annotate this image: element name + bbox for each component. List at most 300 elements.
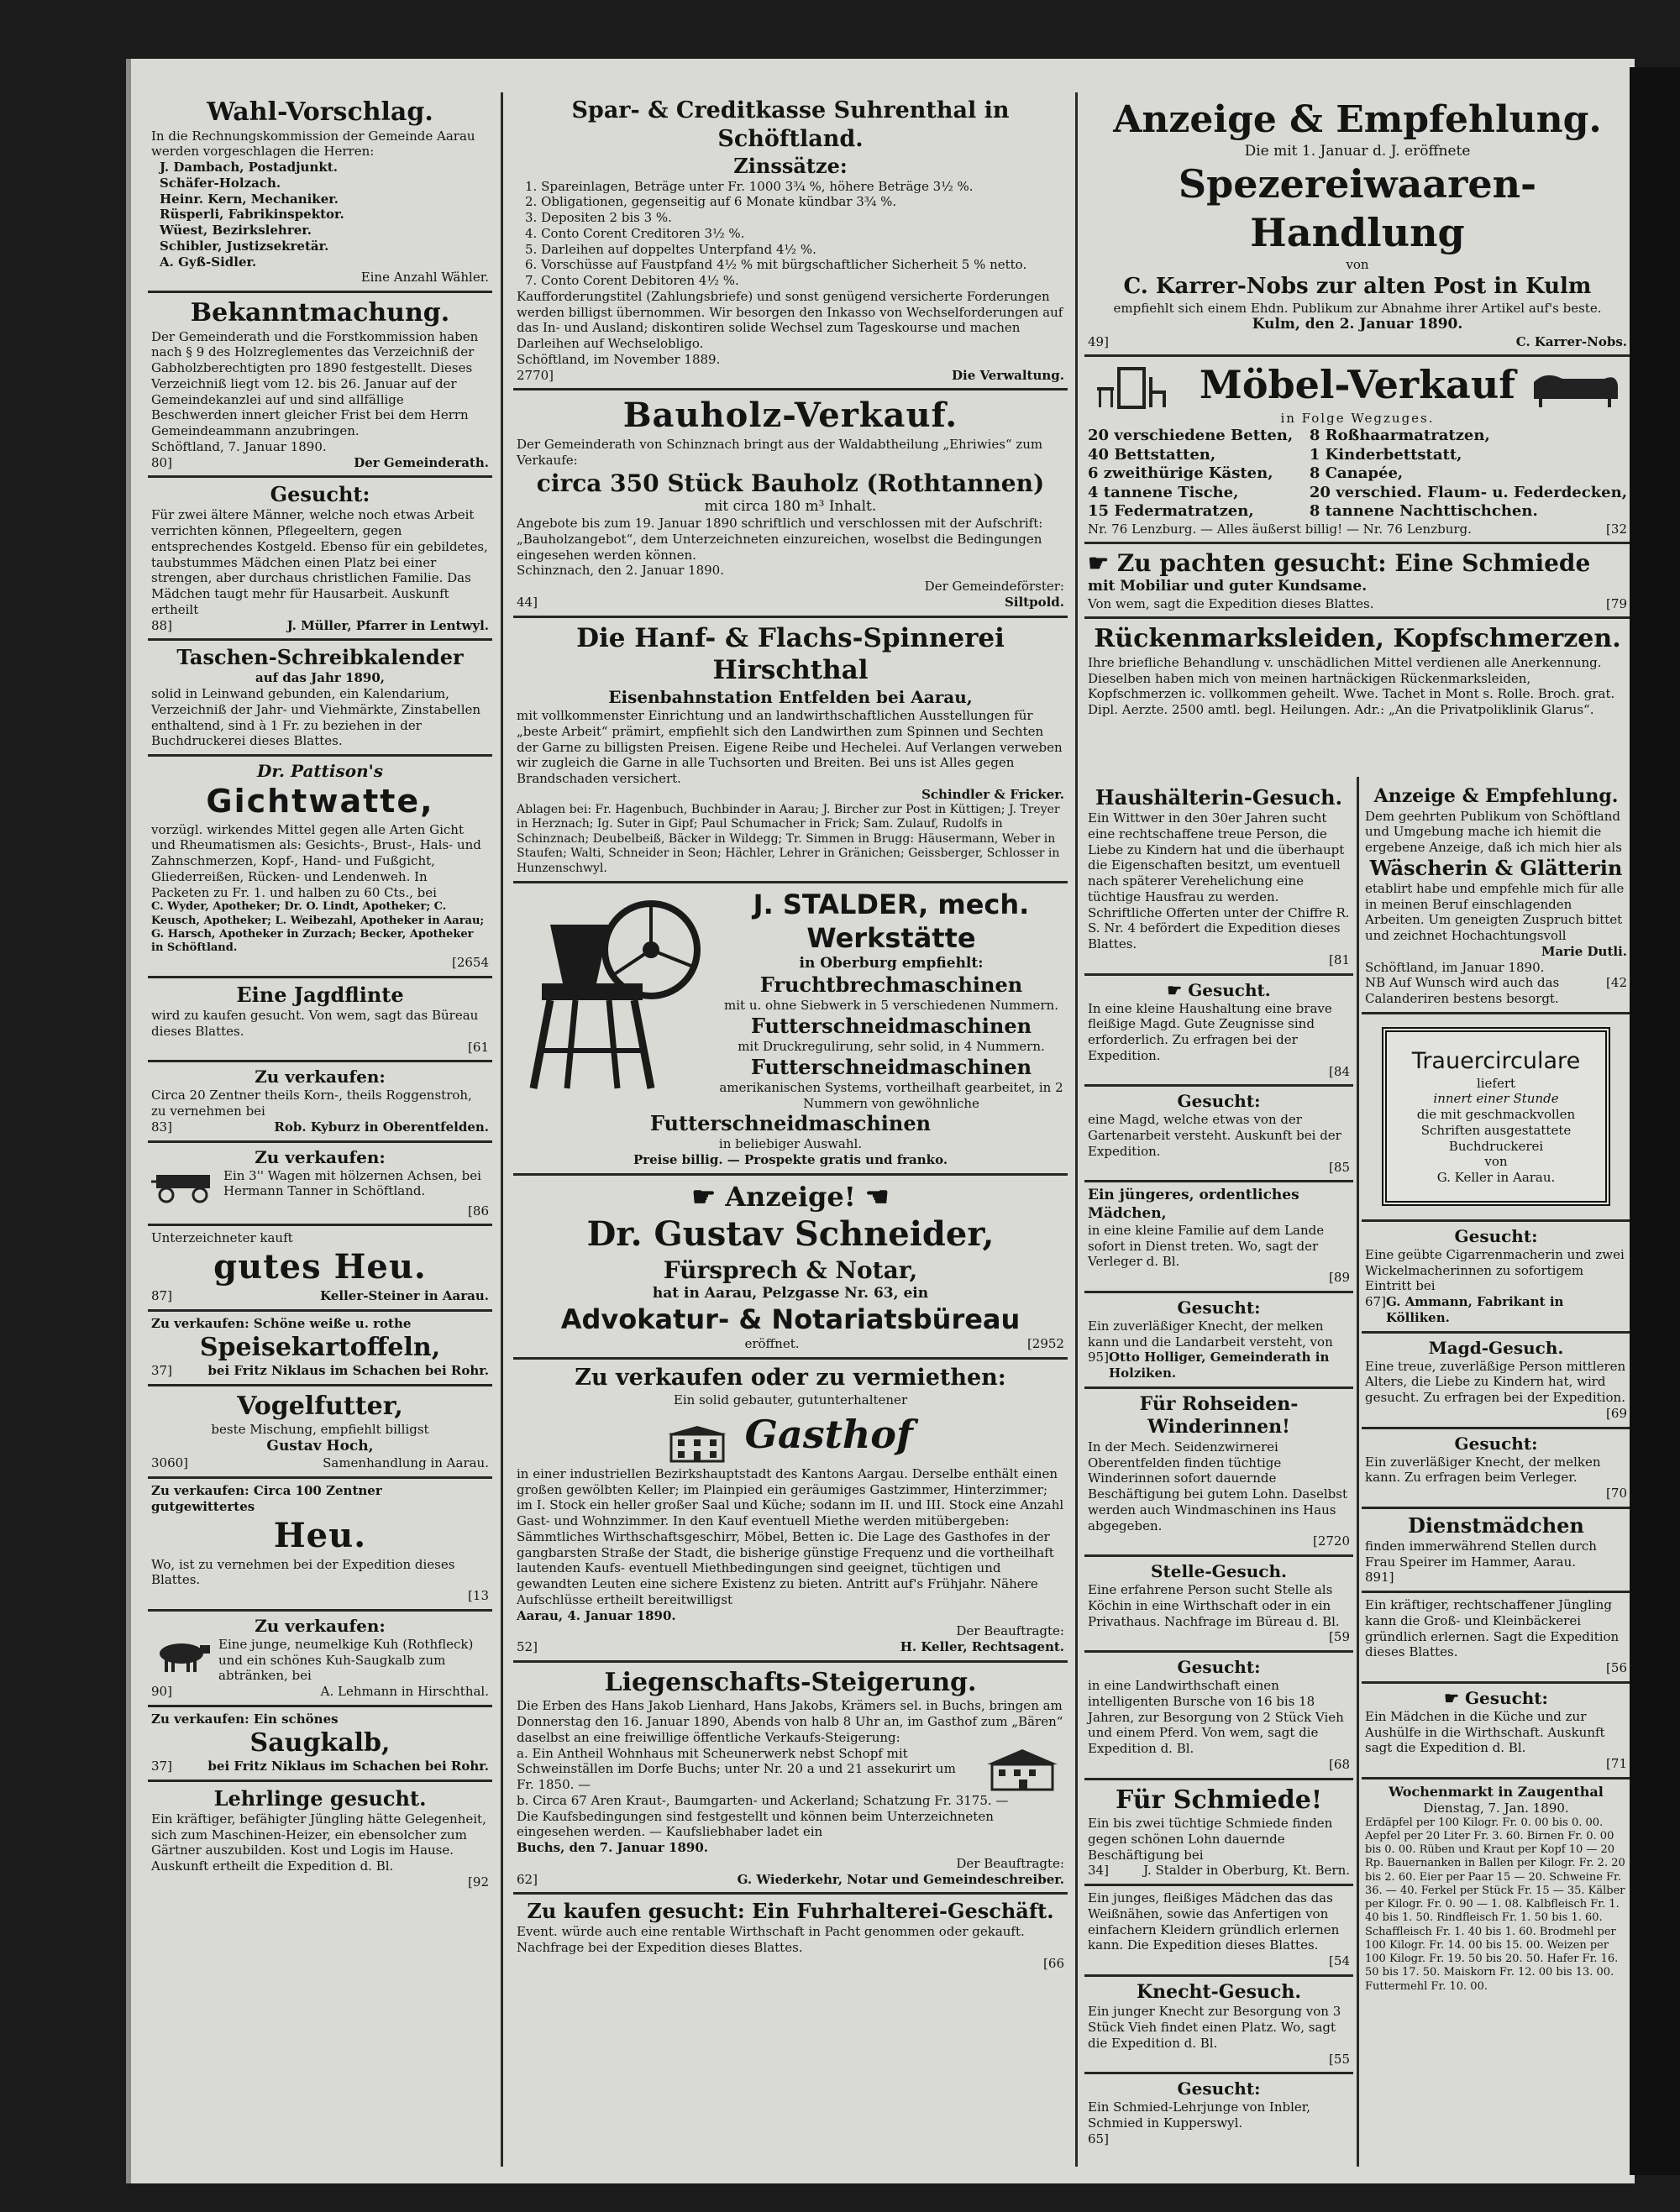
ad-bauholz: [513, 391, 1068, 617]
list-left: [1088, 427, 1293, 522]
ad-number: [68: [1329, 1756, 1350, 1772]
ad-text: Ein zuverläßiger Knecht, der melken kann. Zu erfragen beim Verleger.: [1365, 1454, 1601, 1486]
ad-title: Gesucht:: [270, 482, 370, 507]
ad-footer: Nr. 76 Lenzburg. — Alles äußerst billig! — Nr. 76 Lenzburg.: [1088, 521, 1472, 537]
ad-text: Ein junger Knecht zur Besorgung von 3 Stück Vieh findet einen Platz. Wo, sagt die Expedition d. Bl.: [1088, 2004, 1341, 2051]
list-item: Schibler, Justizsekretär.: [160, 238, 329, 254]
ad-maedchen: [1084, 1182, 1353, 1293]
ad-headline: Spezereiwaaren-Handlung: [1178, 161, 1537, 255]
ad-signature: Otto Holliger, Gemeinderath in Holziken.: [1108, 1350, 1330, 1381]
product-name: Fruchtbrechmaschinen: [759, 972, 1023, 998]
ad-bursche: [1084, 1653, 1353, 1780]
house-icon: [980, 1746, 1064, 1793]
ad-number: 90]: [151, 1684, 172, 1699]
ad-number: 3060]: [151, 1455, 189, 1471]
ad-title: [1365, 1688, 1627, 1709]
column-rule: [1357, 777, 1359, 2167]
ad-number: 83]: [151, 1119, 172, 1135]
ad-text: Eine junge, neumelkige Kuh (Rothfleck) und ein schönes Kuh-Saugkalb zum abtränken, bei: [218, 1636, 474, 1684]
ad-stelle-gesuch: [1084, 1557, 1353, 1653]
ad-text: in eine Landwirthschaft einen intelligenten Bursche von 16 bis 18 Jahren, zur Besorgung von 2 Stück Vieh und einem Pferd. Von wem, sagt die Expedition d. Bl.: [1088, 1678, 1344, 1756]
ad-text: Wo, ist zu vernehmen bei der Expedition dieses Blattes.: [151, 1556, 455, 1588]
ad-stroh: [148, 1062, 492, 1142]
list-item: 5. Darleihen auf doppeltes Unterpfand 4½ %.: [525, 241, 816, 257]
ad-role: Der Beauftragte:: [956, 1855, 1064, 1871]
ad-gutes-heu: [148, 1226, 492, 1312]
ad-signature: Siltpold.: [1004, 594, 1064, 610]
ad-text: die mit geschmackvollen Schriften ausgestattete Buchdruckerei: [1416, 1107, 1576, 1154]
list-item: 20 verschied. Flaum- u. Federdecken,: [1309, 483, 1627, 501]
ad-number: [66: [1043, 1955, 1064, 1971]
ad-title: Lehrlinge gesucht.: [213, 1785, 427, 1811]
pointing-hand-icon: ☛: [1167, 979, 1189, 1000]
ad-title: [1088, 980, 1350, 1001]
ad-title: Gesucht:: [1177, 1091, 1261, 1112]
ad-text: Ein kräftiger, rechtschaffener Jüngling kann die Groß- und Kleinbäckerei gründlich erlernen. Sagt die Expedition dieses Blattes.: [1365, 1597, 1620, 1660]
ad-title: Saugkalb,: [249, 1727, 391, 1758]
ad-trauercirculare: [1362, 1014, 1630, 1222]
ad-text: Ein junges, fleißiges Mädchen das das Weißnähen, sowie das Anfertigen von einfachern Kleidern gründlich erlernen kann. Die Expedition dieses Blattes.: [1088, 1890, 1340, 1953]
ad-number: 67]: [1365, 1294, 1386, 1309]
ad-text: Von wem, sagt die Expedition dieses Blattes.: [1088, 595, 1374, 611]
ad-title: Dienstmädchen: [1408, 1512, 1584, 1538]
ad-brand: Dr. Pattison's: [256, 761, 384, 781]
ad-title: Speisekartoffeln,: [199, 1332, 441, 1362]
list-item: 40 Bettstatten,: [1088, 445, 1216, 464]
column-1: [148, 92, 492, 1895]
ad-wochenmarkt: [1362, 1780, 1630, 1999]
ad-knecht-melken: [1084, 1293, 1353, 1389]
list-item: 8 Canapée,: [1309, 464, 1404, 482]
ad-lehrlinge: [148, 1782, 492, 1895]
ad-number: [70: [1606, 1486, 1627, 1501]
ad-text: finden immerwährend Stellen durch Frau Speirer im Hammer, Aarau.: [1365, 1538, 1597, 1570]
ad-anzeige: [517, 1180, 1064, 1213]
ad-text: Angebote bis zum 19. Januar 1890 schriftlich und verschlossen mit der Aufschrift: „Bauholzangebot“, dem Unterzeichneten einzureichen, woselbst die Bedingungen eingesehen werden können.: [517, 516, 1043, 563]
ad-number: [84: [1329, 1063, 1350, 1079]
list-item: 1 Kinderbettstatt,: [1309, 445, 1462, 464]
ad-place: Schinznach, den 2. Januar 1890.: [517, 563, 724, 579]
ad-title: Zu verkaufen:: [255, 1146, 386, 1167]
ad-text: Dem geehrten Publikum von Schöftland und Umgebung mache ich hiemit die ergebene Anzeige, daß ich mich hier als: [1365, 808, 1622, 855]
ad-title: Anzeige & Empfehlung.: [1113, 98, 1602, 141]
ad-number: [85: [1329, 1159, 1350, 1175]
ad-text: Eine erfahrene Person sucht Stelle als Köchin in eine Wirthschaft oder in ein Privathaus. Nachfrage im Büreau d. Bl.: [1088, 1582, 1340, 1629]
ad-note: NB Auf Wunsch wird auch das Calanderiren bestens besorgt.: [1365, 975, 1560, 1006]
ad-schneider-notar: [513, 1176, 1068, 1360]
ad-taschen-kalender: [148, 641, 492, 757]
ad-text: hat in Aarau, Pelzgasse Nr. 63, ein: [652, 1284, 929, 1302]
ad-number: [86: [468, 1203, 489, 1219]
ad-gichtwatte: [148, 757, 492, 978]
sofa-icon: [1529, 365, 1621, 411]
ad-number: [55: [1329, 2051, 1350, 2067]
ad-text: Zu verkaufen: Schöne weiße u. rothe: [151, 1315, 412, 1331]
pointing-hand-icon: ☚: [864, 1180, 890, 1213]
ad-title: Zu kaufen gesucht: Ein Fuhrhalterei-Geschäft.: [527, 1899, 1054, 1924]
ad-number: 65]: [1088, 2131, 1109, 2146]
ad-title: Haushälterin-Gesuch.: [1095, 785, 1342, 810]
boxed-notice: [1382, 1027, 1610, 1206]
ad-cigarrenmacherin: [1362, 1222, 1630, 1334]
list-item: 7. Conto Corent Debitoren 4½ %.: [525, 273, 739, 288]
ad-number: [92: [468, 1874, 489, 1890]
ad-text: Der Gemeinderath und die Forstkommission haben nach § 9 des Holzreglementes das Verzeichniß der Gabholzberechtigten pro 1890 festgestellt. Dieses Verzeichniß liegt vom 12. bis 26. Januar auf der Gemeindekanzlei auf und sind allfällige Beschwerden innert gleicher Frist bei dem Herrn Gemeindeammann anzubringen.: [151, 328, 479, 438]
ad-number: 87]: [151, 1288, 172, 1303]
rate-list: [517, 179, 1064, 289]
ad-text: Ein bis zwei tüchtige Schmiede finden gegen schönen Lohn dauernde Beschäftigung bei: [1088, 1816, 1333, 1863]
ad-text: Circa 20 Zentner theils Korn-, theils Roggenstroh, zu vernehmen bei: [151, 1088, 472, 1119]
ad-text: beste Mischung, empfiehlt billigst: [211, 1422, 429, 1438]
list-item: 15 Federmatratzen,: [1088, 502, 1254, 520]
ad-number: 88]: [151, 617, 172, 633]
ad-text: Erdäpfel per 100 Kilogr. Fr. 0. 00 bis 0. 00. Aepfel per 20 Liter Fr. 3. 60. Birnen Fr. 0. 00 bis 0. 00. Rüben und Kraut per Kopf 10 — 20 Rp. Bauernanken in Ballen per Kilogr. Fr. 2. 20 bis 2. 60. Eier per Paar 15 — 20. Schweine Fr. 36. — 40. Ferkel per Stück Fr. 15 — 35. Kälber per Kilogr. Fr. 0. 90 — 1. 08. Kalbfleisch Fr. 1. 40 bis 1. 50. Rindfleisch Fr. 1. 50 bis 1. 60. Schaffleisch Fr. 1. 40 bis 1. 60. Brodmehl per 100 Kilogr. Fr. 14. 00 bis 15. 00. Weizen per 100 Kilogr. Fr. 19. 50 bis 20. 50. Hafer Fr. 16. 50 bis 17. 50. Maiskorn Fr. 12. 00 bis 13. 00. Futtermehl Fr. 10. 00.: [1365, 1816, 1625, 1993]
ad-number: [2654: [451, 955, 489, 971]
ad-subtitle: in Oberburg empfiehlt:: [799, 955, 984, 972]
ad-label: Anzeige!: [725, 1180, 856, 1213]
ad-number: [42: [1606, 975, 1627, 991]
ad-signature: G. Keller in Aarau.: [1436, 1170, 1556, 1185]
ad-haushaelterin: [1084, 781, 1353, 976]
list-item: Heinr. Kern, Mechaniker.: [160, 191, 339, 207]
ad-magd-garten: [1084, 1087, 1353, 1182]
column-3-4-top: [1084, 92, 1630, 723]
ad-text: Ein zuverläßiger Knecht, der melken kann und die Landarbeit versteht, von: [1088, 1318, 1333, 1350]
ad-wagen: [148, 1143, 492, 1227]
ad-jagdflinte: [148, 978, 492, 1062]
ad-signature: H. Keller, Rechtsagent.: [900, 1639, 1064, 1654]
ad-footer: Preise billig. — Prospekte gratis und franko.: [633, 1152, 948, 1167]
ad-place: Schöftland, im Januar 1890.: [1365, 959, 1545, 975]
ad-title: Wochenmarkt in Zaugenthal: [1389, 1783, 1604, 1800]
ad-title: Wahl-Vorschlag.: [207, 97, 433, 127]
ad-text: In eine kleine Haushaltung eine brave fleißige Magd. Gute Zeugnisse sind erforderlich. Zu erfragen bei der Expedition.: [1088, 1000, 1332, 1063]
ad-title: Heu.: [273, 1515, 367, 1555]
column-4: [1362, 781, 1630, 1999]
ad-text: von: [1346, 257, 1369, 273]
ad-title: J. STALDER, mech. Werkstätte: [753, 888, 1030, 954]
ad-title: Anzeige & Empfehlung.: [1373, 785, 1619, 807]
ad-subtitle: Eisenbahnstation Entfelden bei Aarau,: [608, 687, 973, 707]
list-item: J. Dambach, Postadjunkt.: [160, 160, 338, 175]
ad-title: Trauercirculare: [1411, 1047, 1581, 1074]
list-item: Wüest, Bezirkslehrer.: [160, 223, 312, 238]
ad-text: etablirt habe und empfehle mich für alle in meinen Beruf einschlagenden Arbeiten. Um geneigten Zuspruch bittet und zeichnet Hochachtungsvoll: [1365, 880, 1625, 943]
ad-dealers: C. Wyder, Apotheker; Dr. O. Lindt, Apotheker; C. Keusch, Apotheker; L. Weibezahl, Apotheker in Aarau; G. Harsch, Apotheker in Zurzach; Becker, Apotheker in Schöftland.: [151, 900, 485, 954]
list-item: Rüsperli, Fabrikinspektor.: [160, 207, 344, 223]
pointing-hand-icon: ☛: [691, 1180, 717, 1213]
ad-text: Für zwei ältere Männer, welche noch etwas Arbeit verrichten können, Pflegeeltern, gegen entsprechendes Kostgeld. Ebenso für ein gebildetes, taubstummes Mädchen einen Platz bei einer strengen, aber durchaus christlichen Familie. Das Mädchen taugt mehr für Hausarbeit. Auskunft ertheilt: [151, 507, 488, 617]
ad-number: 80]: [151, 454, 172, 470]
ad-bekanntmachung: [148, 293, 492, 478]
pointing-hand-icon: ☛: [1444, 1687, 1465, 1708]
ad-headline: Wäscherin & Glätterin: [1369, 855, 1623, 880]
product-name: Futterschneidmaschinen: [649, 1111, 932, 1136]
list-item: 4 tannene Tische,: [1088, 483, 1239, 501]
ad-place: Kulm, den 2. Januar 1890.: [1252, 316, 1463, 333]
ad-title: Gesucht:: [1177, 1297, 1261, 1318]
threshing-machine-illustration: [517, 891, 710, 1093]
ad-place: Buchs, den 7. Januar 1890.: [517, 1840, 708, 1855]
ad-text: Zu verkaufen: Ein schönes: [151, 1711, 339, 1727]
ad-text: Ein kräftiger, befähigter Jüngling hätte Gelegenheit, sich zum Maschinen-Heizer, ein ebensolcher zum Gärtner auszubilden. Kost und Logis im Hause. Auskunft ertheilt die Expedition d. Bl.: [151, 1811, 486, 1874]
ad-number: 52]: [517, 1639, 538, 1654]
ad-title: Zu pachten gesucht: Eine Schmiede: [1116, 549, 1591, 578]
list-item: 6 zweithürige Kästen,: [1088, 464, 1273, 482]
pointing-hand-icon: ☛: [1088, 549, 1110, 578]
ad-text: Event. würde auch eine rentable Wirthschaft in Pacht genommen oder gekauft. Nachfrage bei der Expedition dieses Blattes.: [517, 1924, 1025, 1955]
ad-subtitle: auf das Jahr 1890,: [255, 670, 385, 686]
list-item: 2. Obligationen, gegenseitig auf 6 Monate kündbar 3¾ %.: [525, 194, 897, 210]
ad-name: C. Karrer-Nobs zur alten Post in Kulm: [1123, 274, 1592, 299]
list-right: [1310, 427, 1627, 522]
list-item: 6. Vorschüsse auf Faustpfand 4½ % mit bürgschaftlicher Sicherheit 5 % netto.: [525, 257, 1027, 273]
product-detail: amerikanischen Systems, vortheilhaft gearbeitet, in 2 Nummern von gewöhnliche: [719, 1079, 1063, 1111]
ad-text: in einer industriellen Bezirkshauptstadt des Kantons Aargau. Derselbe enthält einen großen gewölbten Keller; im Plainpied ein geräumiges Gastzimmer, Hinterzimmer; im I. Stock ein heller großer Saal und Küche; sodann im II. und III. Stock eine Anzahl Gast- und Wohnzimmer. In den Kauf eventuell Miethe werden mitübergeben: Sämmtliches Wirthschaftsgeschirr, Möbel, Betten ic. Die Lage des Gasthofes in der gangbarsten Straße der Stadt, die bisherige günstige Frequenz und die vortheilhaft lautenden Kaufs- eventuell Miethbedingungen sind geeignet, tüchtigen und gewandten Leuten eine sichere Existenz zu bieten. Antritt auf's Frühjahr. Nähere Aufschlüsse ertheilt bereitwilligst: [517, 1465, 1064, 1607]
ad-signature: Die Verwaltung.: [952, 367, 1064, 383]
ad-moebel-verkauf: [1084, 357, 1630, 544]
ad-weissnaehen: [1084, 1886, 1353, 1977]
ad-number: 62]: [517, 1871, 538, 1887]
ad-text: empfiehlt sich einem Ehdn. Publikum zur Abnahme ihrer Artikel auf's beste.: [1113, 300, 1602, 316]
ad-text: Unterzeichneter kauft: [151, 1230, 293, 1246]
ad-winderinnen: [1084, 1389, 1353, 1557]
ad-signature: Samenhandlung in Aarau.: [323, 1455, 489, 1471]
ad-title: Zu verkaufen oder zu vermiethen:: [575, 1364, 1006, 1391]
ad-title: Zu verkaufen:: [255, 1615, 386, 1636]
ad-text: Ein Mädchen in die Küche und zur Aushülfe in die Wirthschaft. Auskunft sagt die Expedition d. Bl.: [1365, 1708, 1605, 1756]
ad-title: Spar- & Creditkasse Suhrenthal in Schöftland.: [571, 97, 1010, 152]
ad-subtitle: mit circa 180 m³ Inhalt.: [704, 497, 877, 515]
ad-text: eine Magd, welche etwas von der Gartenarbeit versteht. Auskunft bei der Expedition.: [1088, 1112, 1341, 1159]
ad-vogelfutter: [148, 1386, 492, 1479]
ad-schmiede-pacht: [1084, 544, 1630, 619]
ad-sparkasse: [513, 92, 1068, 391]
ad-number: 2770]: [517, 367, 554, 383]
list-item: Schäfer-Holzach.: [160, 175, 281, 191]
ad-signature: J. Stalder in Oberburg, Kt. Bern.: [1143, 1863, 1350, 1879]
ad-rueckenmark: [1084, 619, 1630, 723]
ad-text: Ein Schmied-Lehrjunge von Inbler, Schmied in Kupperswyl.: [1088, 2099, 1311, 2131]
ad-title: Bauholz-Verkauf.: [622, 396, 958, 436]
ad-subtitle: Zinssätze:: [733, 153, 848, 178]
ad-number: 37]: [151, 1759, 172, 1774]
ad-signature: Keller-Steiner in Aarau.: [320, 1288, 489, 1303]
ad-gesucht-pflegeeltern: [148, 478, 492, 641]
ad-signature: G. Ammann, Fabrikant in Kölliken.: [1385, 1294, 1564, 1325]
ad-subtitle: Ein solid gebauter, gutunterhaltener: [673, 1392, 908, 1407]
ad-title: Gichtwatte,: [206, 783, 434, 820]
list-item: 3. Depositen 2 bis 3 %.: [525, 210, 672, 225]
ad-signature: Schindler & Fricker.: [921, 786, 1064, 802]
ad-title: gutes Heu.: [213, 1247, 427, 1287]
newspaper-page: [126, 59, 1635, 2183]
name-list: [151, 160, 489, 270]
ad-text: In der Mech. Seidenzwirnerei Oberentfelden finden tüchtige Winderinnen sofort dauernde Beschäftigung bei gutem Lohn. Daselbst werden auch Windmaschinen ins Haus abgegeben.: [1088, 1439, 1347, 1533]
ad-text: innert einer Stunde: [1433, 1091, 1559, 1107]
ad-number: [32: [1606, 521, 1627, 537]
scan-edge: [1630, 67, 1680, 2175]
ad-title-text: Gesucht:: [1464, 1687, 1548, 1708]
ad-signature: Der Gemeinderath.: [354, 454, 489, 470]
ad-text: Die Erben des Hans Jakob Lienhard, Hans Jakobs, Krämers sel. in Buchs, bringen am Donnerstag den 16. Januar 1890, Abends von halb 8 Uhr an, im Gasthof zum „Bären“ daselbst an eine freiwillige öffentliche Verkaufs-Steigerung:: [517, 1698, 1063, 1745]
ad-dienstmaedchen: [1362, 1509, 1630, 1593]
ad-title: Gesucht:: [1177, 2078, 1261, 2099]
ad-title: Für Schmiede!: [1115, 1785, 1323, 1815]
ad-text: Der Gemeinderath von Schinznach bringt aus der Waldabtheilung „Ehriwies“ zum Verkaufe:: [517, 437, 1043, 468]
ad-title: Für Rohseiden-Winderinnen!: [1139, 1392, 1299, 1439]
ad-kuechenmaedchen: [1362, 1684, 1630, 1780]
ad-subtitle: in Folge Wegzuges.: [1280, 411, 1435, 427]
ad-signature: Marie Dutli.: [1541, 943, 1627, 959]
ad-text: in eine kleine Familie auf dem Lande sofort in Dienst treten. Wo, sagt der Verleger d. Bl.: [1088, 1222, 1325, 1270]
ad-title: Bekanntmachung.: [190, 298, 450, 328]
ad-subtitle: Die mit 1. Januar d. J. eröffnete: [1244, 143, 1471, 160]
ad-number: [61: [468, 1039, 489, 1055]
ad-text: eröffnet.: [744, 1336, 800, 1351]
ad-place: Aarau, 4. Januar 1890.: [517, 1607, 676, 1623]
ad-role: Fürsprech & Notar,: [663, 1255, 918, 1284]
ad-signature: G. Wiederkehr, Notar und Gemeindeschreiber.: [737, 1871, 1064, 1887]
ad-text: Eine treue, zuverläßige Person mittleren Alters, die Liebe zu Kindern hat, wird gesucht. Zu erfragen bei der Expedition.: [1365, 1358, 1626, 1405]
list-item: 20 verschiedene Betten,: [1088, 427, 1294, 444]
ad-magd-gesuch: [1362, 1334, 1630, 1429]
ad-schmied-lehrjunge: [1084, 2074, 1353, 2152]
ad-headline: Gasthof: [744, 1412, 913, 1458]
ad-number: [81: [1329, 951, 1350, 967]
ad-spinnerei: [513, 618, 1068, 884]
ad-number: 95]: [1088, 1350, 1109, 1365]
ad-text: Eine geübte Cigarrenmacherin und zwei Wickelmacherinnen zu sofortigem Eintritt bei: [1365, 1246, 1625, 1294]
ad-role: Der Gemeindeförster:: [924, 579, 1064, 594]
ad-number: [13: [468, 1588, 489, 1603]
ad-signature: Rob. Kyburz in Oberentfelden.: [274, 1119, 489, 1135]
ad-number: [2952: [1026, 1336, 1064, 1351]
ad-number: [69: [1606, 1405, 1627, 1421]
ad-text: In die Rechnungskommission der Gemeinde Aarau werden vorgeschlagen die Herren:: [151, 128, 475, 160]
ad-text: Ein Wittwer in den 30er Jahren sucht eine rechtschaffene treue Person, die Liebe zu Kindern hat und die überhaupt die Eigenschaften besitzt, um eventuell nach späterer Verehelichung eine tüchtige Hausfrau zu werden. Schriftliche Offerten unter der Chiffre R. S. Nr. 4 befördert die Expedition dieses Blattes.: [1088, 810, 1350, 951]
hotel-building-icon: [668, 1426, 727, 1463]
ad-number: [79: [1606, 595, 1627, 611]
ad-number: [56: [1606, 1660, 1627, 1675]
ad-title: Magd-Gesuch.: [1428, 1337, 1564, 1358]
ad-signature: A. Lehmann in Hirschthal.: [320, 1684, 489, 1699]
ad-title: Gesucht:: [1454, 1225, 1538, 1246]
cow-icon: [151, 1637, 213, 1675]
ad-signature: bei Fritz Niklaus im Schachen bei Rohr.: [207, 1759, 489, 1774]
ad-text: von: [1484, 1154, 1508, 1170]
ad-date: Dienstag, 7. Jan. 1890.: [1423, 1800, 1569, 1816]
ad-title: Gesucht:: [1454, 1433, 1538, 1454]
ad-title: Zu verkaufen:: [255, 1067, 386, 1088]
furniture-icon: [1094, 365, 1186, 411]
ad-title: Gesucht:: [1177, 1657, 1261, 1677]
ad-saugkalb: [148, 1707, 492, 1782]
ad-name: Gustav Hoch,: [266, 1438, 374, 1455]
ad-knecht-gesuch: [1084, 1977, 1353, 2075]
ad-waescherin: [1362, 781, 1630, 1014]
ad-heu: [148, 1479, 492, 1612]
item-b: b. Circa 67 Aren Kraut-, Baumgarten- und Ackerland; Schatzung Fr. 3175. —: [517, 1792, 1009, 1808]
ad-signature: bei Fritz Niklaus im Schachen bei Rohr.: [207, 1363, 489, 1378]
ad-title: Ein jüngeres, ordentliches Mädchen,: [1088, 1187, 1299, 1222]
ad-text: liefert: [1476, 1075, 1516, 1091]
ad-subtitle: mit Mobiliar und guter Kundsame.: [1088, 578, 1368, 595]
list-item: A. Gyß-Sidler.: [160, 254, 257, 270]
ad-number: 891]: [1365, 1570, 1394, 1586]
ad-signature: C. Karrer-Nobs.: [1515, 333, 1627, 349]
ad-text: Zu verkaufen: Circa 100 Zentner gutgewittertes: [151, 1483, 382, 1514]
ad-headline: circa 350 Stück Bauholz (Rothtannen): [536, 469, 1045, 497]
column-3: [1084, 781, 1353, 2152]
list-item: 8 tannene Nachttischchen.: [1309, 502, 1538, 520]
ad-liegenschaft: [513, 1663, 1068, 1895]
ad-title-text: Gesucht.: [1188, 979, 1271, 1000]
ad-text: Die Kaufsbedingungen sind festgestellt und können beim Unterzeichneten eingesehen werden. — Kaufsliebhaber ladet ein: [517, 1808, 994, 1840]
ad-title: Stelle-Gesuch.: [1151, 1561, 1287, 1581]
ad-spezereiwaaren: [1084, 92, 1630, 357]
ad-title: Knecht-Gesuch.: [1136, 1980, 1301, 2003]
ad-number: 44]: [517, 594, 538, 610]
ad-text: Kaufforderungstitel (Zahlungsbriefe) und sonst genügend versicherte Forderungen werden billigst übernommen. Wir besorgen den Inkasso von Wechselforderungen auf das In- und Ausland; diskontiren solide Wechsel zum Tageskourse und machen Darleihen auf Wechselobligo.: [517, 288, 1063, 351]
ad-knecht-zuverlaessig: [1362, 1429, 1630, 1509]
product-name: Futterschneidmaschinen: [750, 1014, 1032, 1038]
ad-number: [2720: [1312, 1533, 1350, 1549]
ad-fuhrhalterei: [513, 1895, 1068, 1976]
ad-wahl-vorschlag: [148, 92, 492, 293]
ad-gasthof: [513, 1360, 1068, 1663]
ad-signature: J. Müller, Pfarrer in Lentwyl.: [286, 617, 489, 633]
ad-text: mit vollkommenster Einrichtung und an landwirthschaftlichen Ausstellungen für „beste Arbeit“ prämirt, empfiehlt sich den Landwirthen zum Spinnen und Sechten der Garne zu billigsten Preisen. Eigene Reibe und Hechelei. Auf Verlangen verweben wir zugleich die Garne in alle Tuchsorten und Breiten. Bei uns ist Alles gegen Brandschaden versichert.: [517, 708, 1063, 786]
ad-number: [89: [1329, 1270, 1350, 1285]
column-rule: [501, 92, 503, 2167]
ad-number: 37]: [151, 1363, 172, 1378]
ad-stalder-werkstaette: [513, 883, 1068, 1176]
ad-text: solid in Leinwand gebunden, ein Kalendarium, Verzeichniß der Jahr- und Viehmärkte, Zinstabellen enthaltend, sind à 1 Fr. zu beziehen in der Buchdruckerei dieses Blattes.: [151, 686, 481, 749]
product-detail: mit u. ohne Siebwerk in 5 verschiedenen Nummern.: [724, 998, 1058, 1014]
ad-title: Die Hanf- & Flachs-Spinnerei Hirschthal: [576, 622, 1005, 686]
ad-title: Liegenschafts-Steigerung.: [604, 1667, 977, 1697]
ad-number: [71: [1606, 1756, 1627, 1771]
ad-place: Schöftland, 7. Januar 1890.: [151, 438, 327, 454]
ad-magd-gesucht: [1084, 976, 1353, 1088]
ad-number: [54: [1329, 1953, 1350, 1968]
list-item: 1. Spareinlagen, Beträge unter Fr. 1000 3¾ %, höhere Beträge 3½ %.: [525, 178, 974, 194]
ad-title: Eine Jagdflinte: [236, 983, 404, 1007]
list-item: 8 Roßhaarmatratzen,: [1309, 427, 1490, 444]
ad-text: Ablagen bei: Fr. Hagenbuch, Buchbinder in Aarau; J. Bircher zur Post in Küttigen; J. Treyer in Herznach; Ig. Suter in Gipf; Paul Schumacher in Frick; Sam. Zulauf, Rudolfs in Schinznach; Deubelbeiß, Bäcker in Wildegg; Tr. Simmen in Brugg: Häusermann, Weber in Staufen; Walti, Schneider in Seon; Hächler, Lehrer in Gränichen; Geissberger, Schlosser in Hunzenschwyl.: [517, 802, 1060, 875]
column-2: [513, 92, 1068, 1977]
ad-speisekartoffeln: [148, 1312, 492, 1386]
item-a: a. Ein Antheil Wohnhaus mit Scheunerwerk nebst Schopf mit Schweinställen im Dorfe Buchs; unter Nr. 20 a und 21 assekurirt um Fr. 1850. —: [517, 1745, 956, 1792]
wagon-icon: [151, 1168, 218, 1203]
ad-text: vorzügl. wirkendes Mittel gegen alle Arten Gicht und Rheumatismen als: Gesichts-, Brust-, Hals- und Zahnschmerzen, Kopf-, Hand- und Fußgicht, Gliederreißen, Rücken- und Lendenweh. In Packeten zu Fr. 1. und halben zu 60 Cts., bei: [151, 821, 481, 900]
ad-text: wird zu kaufen gesucht. Von wem, sagt das Büreau dieses Blattes.: [151, 1008, 479, 1039]
ad-place: Schöftland, im November 1889.: [517, 351, 721, 367]
ad-number: [59: [1329, 1629, 1350, 1645]
ad-kuh: [148, 1612, 492, 1707]
list-item: 4. Conto Corent Creditoren 3½ %.: [525, 225, 745, 241]
column-rule: [1075, 92, 1078, 2167]
product-detail: mit Druckregulirung, sehr solid, in 4 Nummern.: [738, 1039, 1045, 1054]
ad-number: 34]: [1088, 1863, 1109, 1879]
ad-text: Ein 3'' Wagen mit hölzernen Achsen, bei Hermann Tanner in Schöftland.: [223, 1167, 481, 1199]
ad-role: Der Beauftragte:: [956, 1623, 1064, 1639]
ad-title: Vogelfutter,: [237, 1391, 403, 1421]
ad-baeckerei: [1362, 1593, 1630, 1684]
ad-fuer-schmiede: [1084, 1780, 1353, 1887]
product-detail: in beliebiger Auswahl.: [718, 1136, 863, 1152]
